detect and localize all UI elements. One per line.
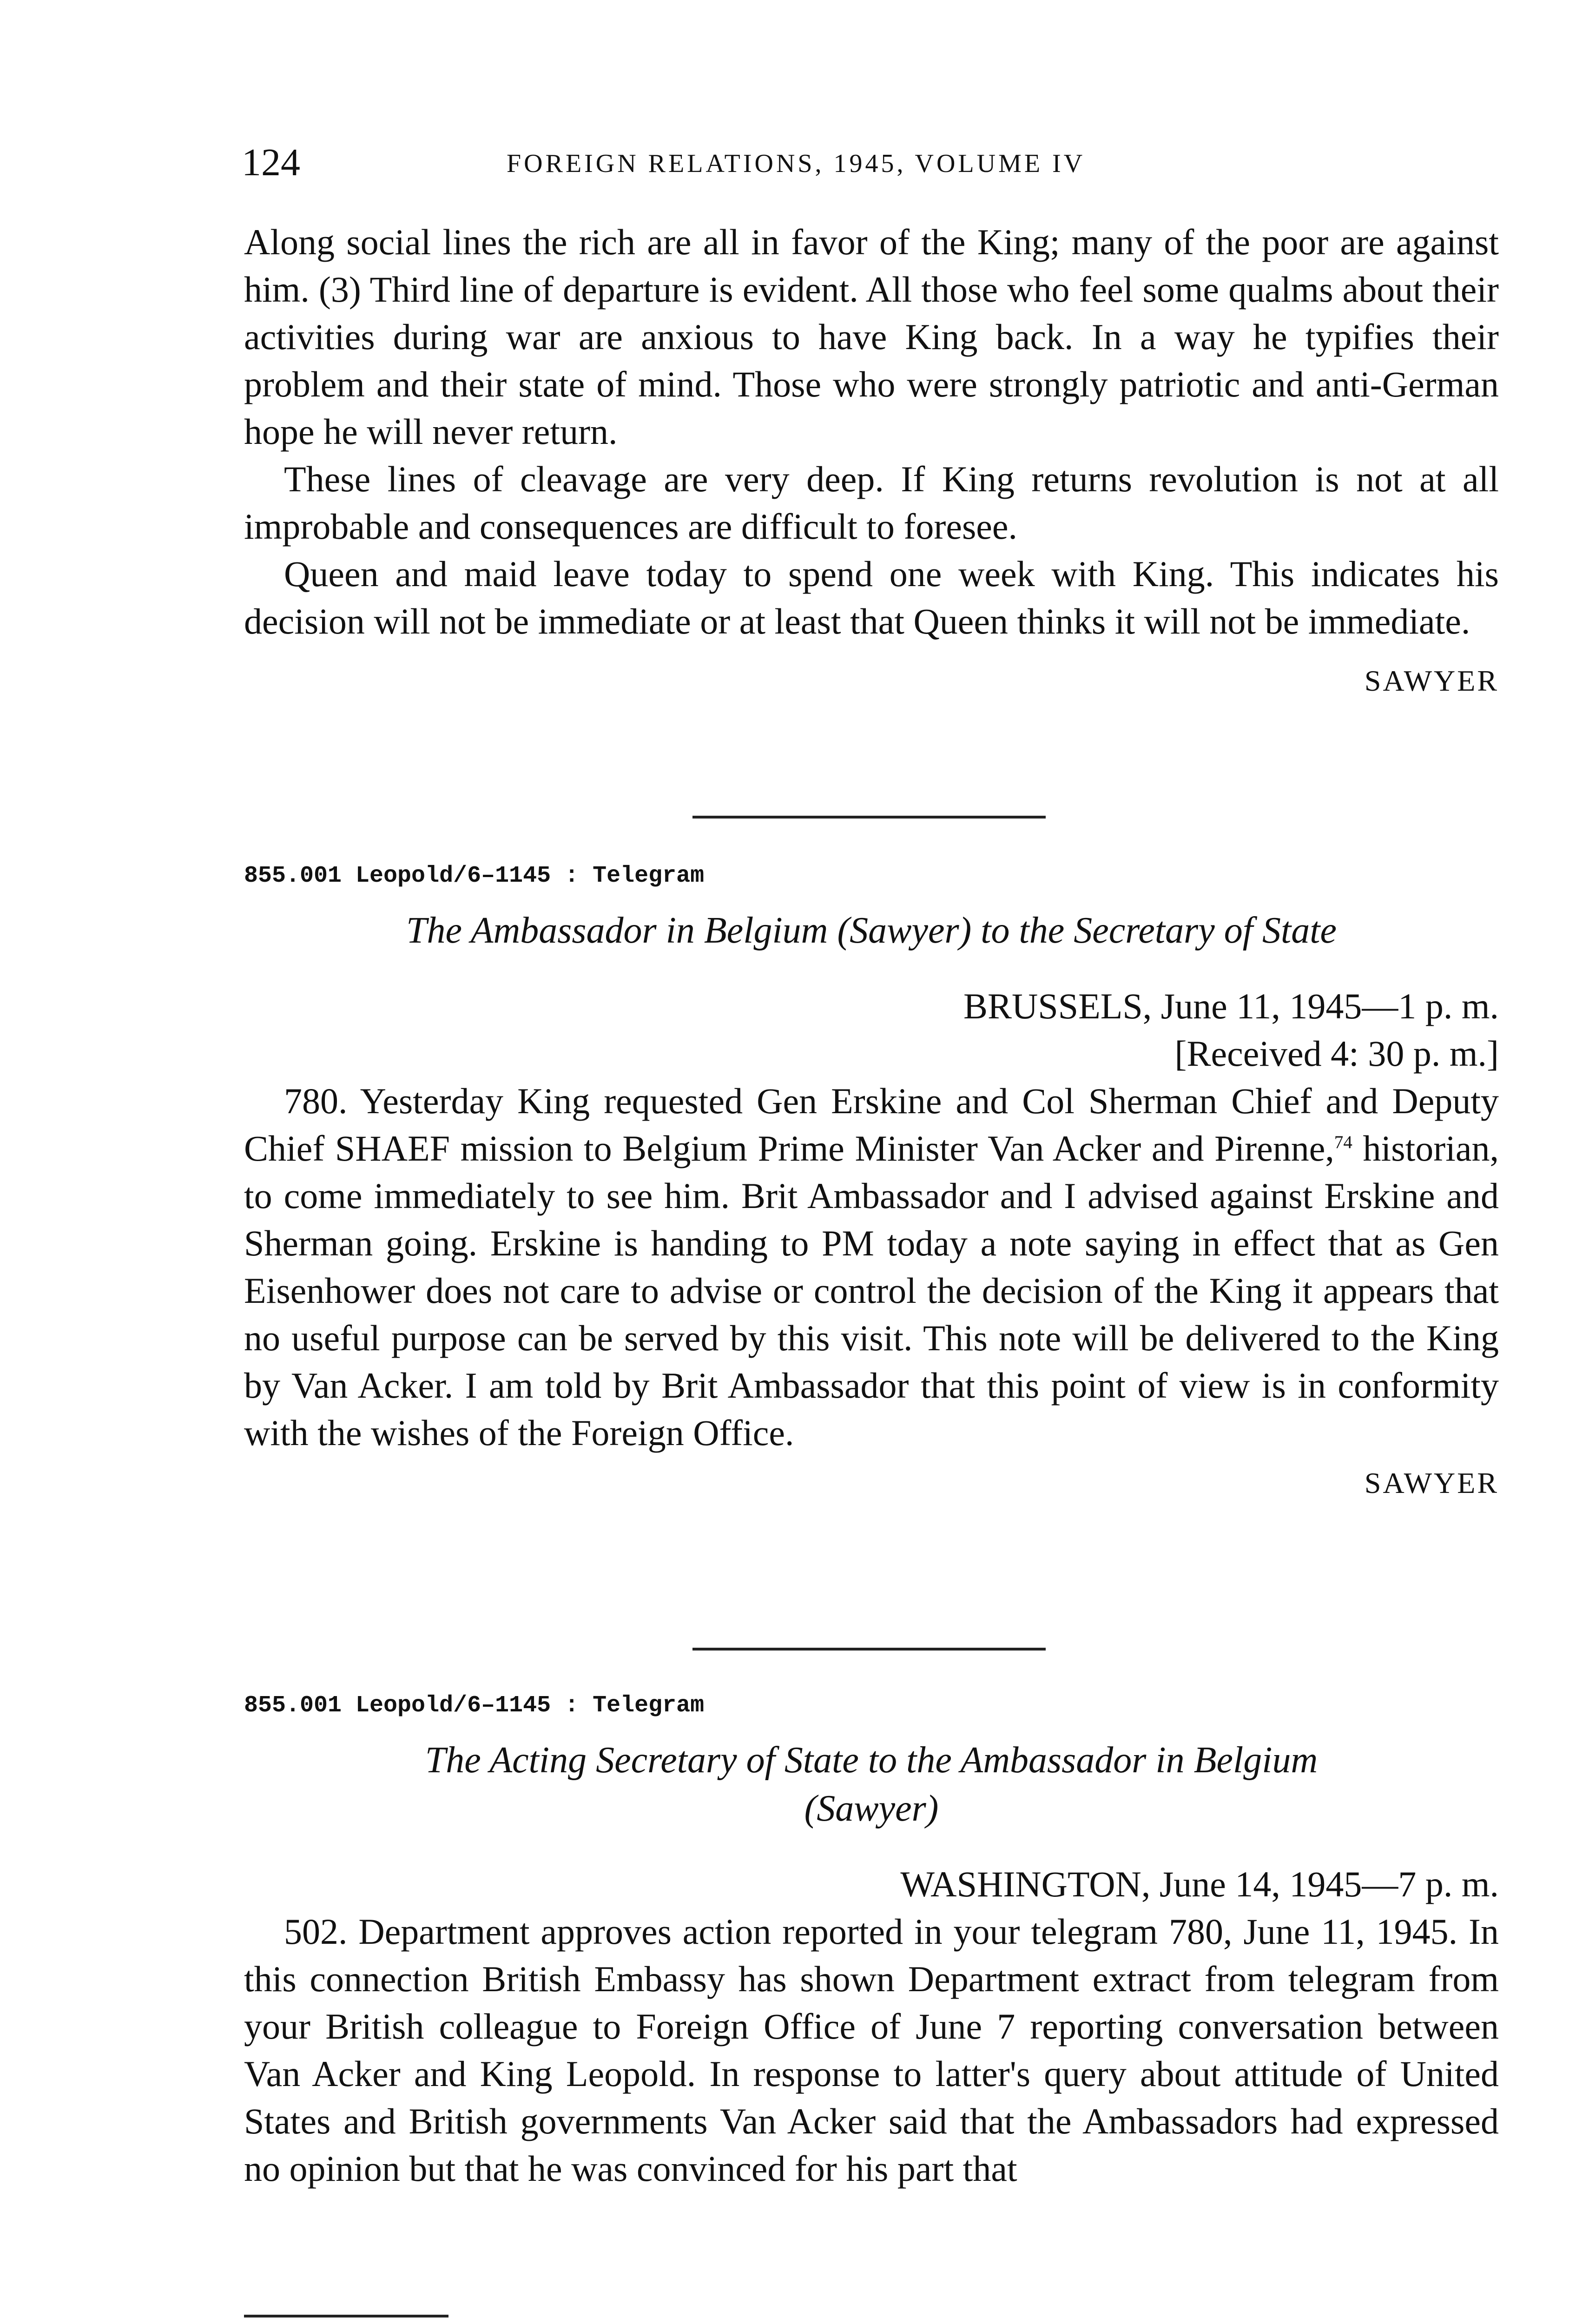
telegram-body: 502. Department approves action reported in your telegram 780, June 11, 1945. In this connection British Embassy has shown Department extract from telegram from your British colleague to Foreign Office of June 7 reporting conversation between Van Acker and King Leopold. In response to latter's query about attitude of United States and British governments Van Acker said that the Ambassadors had expressed no opinion but that he was convinced for his part that bbox=[244, 1911, 1499, 2189]
section-continuation bbox=[244, 218, 1499, 698]
file-number: 855.001 Leopold/6–1145 : Telegram bbox=[244, 1692, 705, 1719]
telegram-brussels bbox=[244, 860, 1499, 1500]
section-divider bbox=[692, 1648, 1046, 1651]
running-head: FOREIGN RELATIONS, 1945, VOLUME IV bbox=[507, 149, 1086, 178]
file-number: 855.001 Leopold/6–1145 : Telegram bbox=[244, 863, 705, 889]
body-text-part: 780. Yesterday King requested Gen Erskine and Col Sherman Chief and Deputy Chief SHAEF mission to Belgium Prime Minister Van Acker and Pirenne, bbox=[244, 1081, 1499, 1169]
section-divider bbox=[692, 816, 1046, 819]
paragraph: These lines of cleavage are very deep. If King returns revolution is not at all improbable and consequences are difficult to foresee. bbox=[244, 459, 1499, 547]
signature: SAWYER bbox=[1364, 1466, 1499, 1499]
signature: SAWYER bbox=[1364, 664, 1499, 697]
document-title: The Ambassador in Belgium (Sawyer) to the Secretary of State bbox=[406, 910, 1337, 951]
document-title-continued: (Sawyer) bbox=[804, 1788, 939, 1829]
telegram-body bbox=[244, 1077, 1499, 1457]
page-header bbox=[242, 139, 1496, 195]
document-title: The Acting Secretary of State to the Ambassador in Belgium bbox=[425, 1740, 1318, 1781]
footnote-reference[interactable]: 74 bbox=[1334, 1132, 1352, 1152]
place-date: BRUSSELS, June 11, 1945—1 p. m. bbox=[963, 986, 1499, 1026]
body-text-part: historian, to come immediately to see him. Brit Ambassador and I advised against Erskine and Sherman going. Erskine is handing to PM today a note saying in effect that as Gen Eisenhower does not care to advise or control the decision of the King it appears that no useful purpose can be served by this visit. This note will be delivered to the King by Van Acker. I am told by Brit Ambassador that this point of view is in conformity with the wishes of the Foreign Office. bbox=[244, 1128, 1499, 1453]
place-date: WASHINGTON, June 14, 1945—7 p. m. bbox=[900, 1864, 1499, 1904]
page-number: 124 bbox=[242, 141, 300, 184]
telegram-washington bbox=[244, 1690, 1499, 2192]
paragraph: Along social lines the rich are all in favor of the King; many of the poor are against him. (3) Third line of departure is evident. All those who feel some qualms about their activities during war are anxious to have King back. In a way he typifies their problem and their state of mind. Those who were strongly patriotic and anti-German hope he will never return. bbox=[244, 222, 1499, 452]
footnote-rule bbox=[244, 2315, 448, 2317]
received-time: [Received 4: 30 p. m.] bbox=[1174, 1033, 1499, 1074]
paragraph: Queen and maid leave today to spend one week with King. This indicates his decision will not be immediate or at least that Queen thinks it will not be immediate. bbox=[244, 554, 1499, 641]
